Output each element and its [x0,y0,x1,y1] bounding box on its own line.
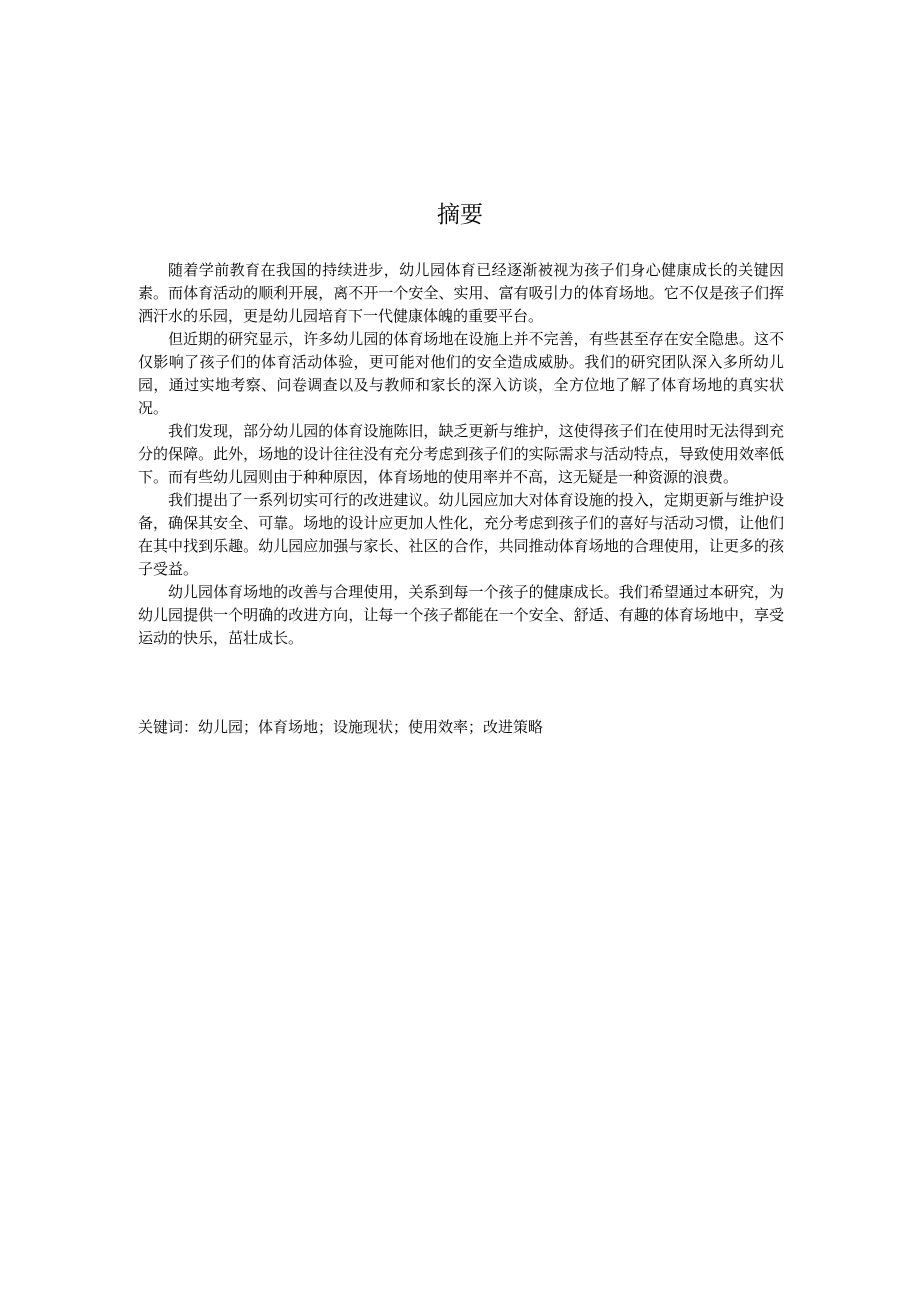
abstract-paragraph-4: 我们提出了一系列切实可行的改进建议。幼儿园应加大对体育设施的投入，定期更新与维护设备，确保其安全、可靠。场地的设计应更加人性化，充分考虑到孩子们的喜好与活动习惯，让他们在其中找到乐趣。幼儿园应加强与家长、社区的合作，共同推动体育场地的合理使用，让更多的孩子受益。 [138,491,784,578]
abstract-body [138,259,784,650]
abstract-paragraph-5: 幼儿园体育场地的改善与合理使用，关系到每一个孩子的健康成长。我们希望通过本研究，为幼儿园提供一个明确的改进方向，让每一个孩子都能在一个安全、舒适、有趣的体育场地中，享受运动的快乐，茁壮成长。 [138,583,784,647]
abstract-paragraph-3: 我们发现，部分幼儿园的体育设施陈旧，缺乏更新与维护，这使得孩子们在使用时无法得到充分的保障。此外，场地的设计往往没有充分考虑到孩子们的实际需求与活动特点，导致使用效率低下。而有些幼儿园则由于种种原因，体育场地的使用率并不高，这无疑是一种资源的浪费。 [138,422,784,486]
keywords-line: 关键词：幼儿园；体育场地；设施现状；使用效率；改进策略 [138,718,544,736]
abstract-paragraph-2: 但近期的研究显示，许多幼儿园的体育场地在设施上并不完善，有些甚至存在安全隐患。这不仅影响了孩子们的体育活动体验，更可能对他们的安全造成威胁。我们的研究团队深入多所幼儿园，通过实地考察、问卷调查以及与教师和家长的深入访谈，全方位地了解了体育场地的真实状况。 [138,330,784,417]
abstract-paragraph-1: 随着学前教育在我国的持续进步，幼儿园体育已经逐渐被视为孩子们身心健康成长的关键因素。而体育活动的顺利开展，离不开一个安全、实用、富有吸引力的体育场地。它不仅是孩子们挥洒汗水的乐园，更是幼儿园培育下一代健康体魄的重要平台。 [138,261,784,325]
page-title: 摘要 [437,202,483,228]
